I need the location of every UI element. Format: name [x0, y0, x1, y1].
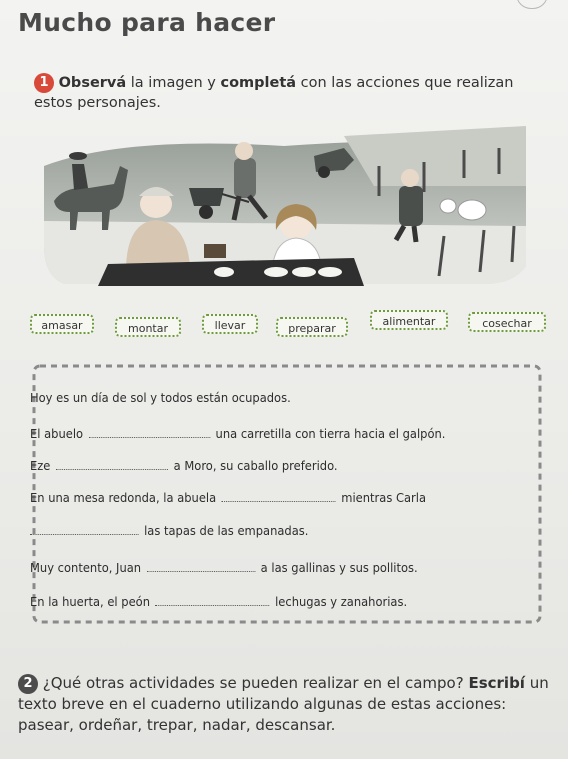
word-card: amasar: [30, 314, 94, 334]
step-number-1: 1: [34, 73, 54, 93]
sentence-2: El abuelo una carretilla con tierra hacia el galpón.: [30, 426, 446, 441]
answer-blank[interactable]: [56, 459, 168, 470]
answer-blank[interactable]: [156, 595, 270, 606]
farm-illustration: [44, 126, 526, 286]
instruction-1-text: Observá la imagen y completá con las acciones que realizan estos personajes.: [34, 75, 514, 111]
sentence-7: En la huerta, el peón lechugas y zanahorias.: [30, 594, 408, 609]
answer-blank[interactable]: [30, 524, 139, 535]
sentence-4: En una mesa redonda, la abuela mientras Carla: [30, 490, 427, 505]
answer-blank[interactable]: [89, 427, 210, 438]
word-card: cosechar: [468, 312, 546, 332]
word-card: preparar: [276, 317, 348, 337]
sentence-3: Eze a Moro, su caballo preferido.: [30, 458, 338, 473]
word-card: llevar: [202, 314, 258, 334]
page-title: Mucho para hacer: [18, 8, 276, 37]
answer-blank[interactable]: [222, 491, 336, 502]
answer-blank[interactable]: [147, 561, 256, 572]
step-number-2: 2: [18, 674, 38, 694]
instruction-2: 2 ¿Qué otras actividades se pueden realizar en el campo? Escribí un texto breve en el cuaderno utilizando algunas de estas acciones: pasear, ordeñar, trepar, nadar, descansar.: [18, 674, 549, 734]
sentence-5: las tapas de las empanadas.: [30, 523, 308, 538]
sentence-1: Hoy es un día de sol y todos están ocupados.: [30, 390, 291, 405]
word-card: alimentar: [370, 310, 448, 330]
instruction-1: [34, 73, 544, 113]
sentence-6: Muy contento, Juan a las gallinas y sus pollitos.: [30, 560, 418, 575]
page-corner-decoration: [516, 0, 548, 9]
word-bank: [0, 300, 568, 340]
word-card: montar: [115, 317, 181, 337]
